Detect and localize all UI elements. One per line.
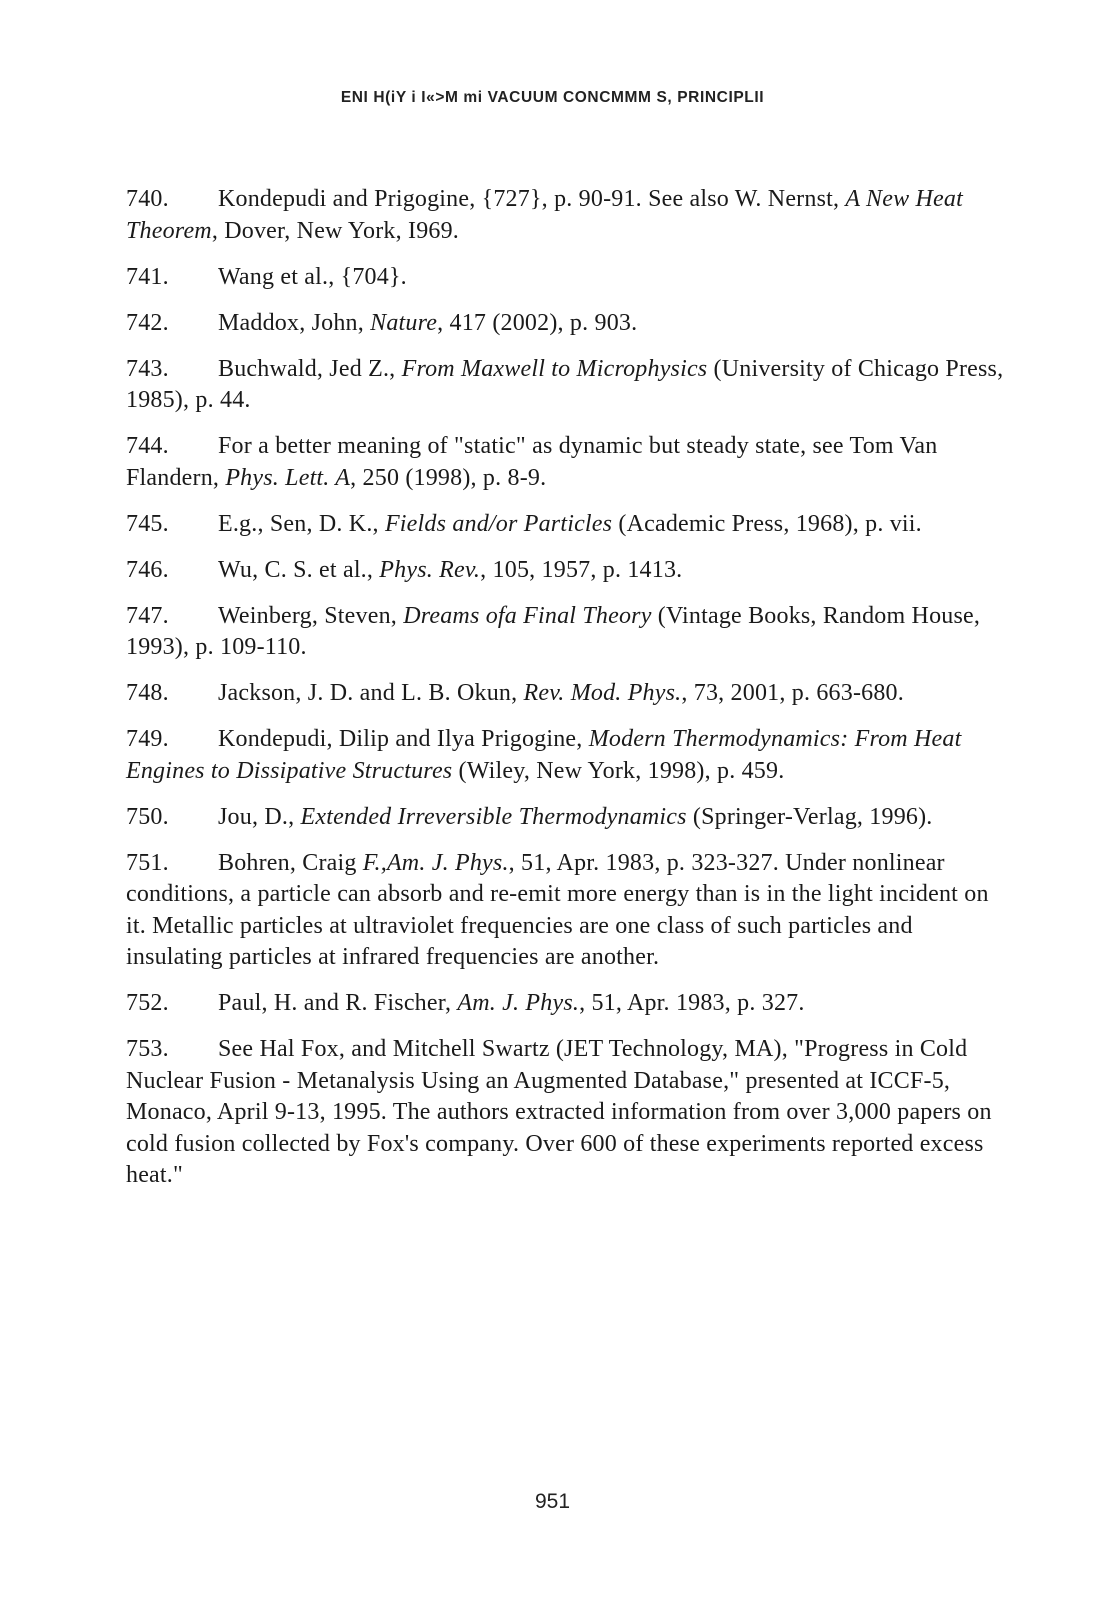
endnote-753 — [126, 1034, 1006, 1192]
endnote-number: 743. — [126, 355, 169, 382]
endnote-746 — [126, 555, 1006, 587]
endnote-text: Weinberg, Steven, — [218, 602, 404, 629]
endnote-italic-text: Rev. Mod. Phys. — [523, 680, 682, 706]
endnote-741 — [126, 262, 1006, 294]
page-number: 951 — [534, 1490, 571, 1513]
endnote-italic-text: Phys. Rev. — [379, 556, 481, 583]
endnote-text: , 51, Apr. 1983, p. 327. — [579, 990, 805, 1016]
endnote-748 — [126, 678, 1006, 710]
endnote-number: 742. — [126, 309, 169, 336]
endnote-text: (Wiley, New York, 1998), p. 459. — [452, 757, 785, 784]
endnote-text: Maddox, John, — [218, 309, 371, 336]
endnote-text: Kondepudi and Prigogine, {727}, p. 90-91. See also W. Nernst, — [218, 186, 846, 212]
endnote-text: E.g., Sen, D. K., — [218, 510, 385, 537]
endnote-number: 750. — [126, 803, 169, 830]
endnote-text: (Academic Press, 1968), p. vii. — [612, 510, 922, 537]
endnote-number: 746. — [126, 556, 169, 583]
endnote-text: , 105, 1957, p. 1413. — [480, 556, 683, 583]
endnote-text: Paul, H. and R. Fischer, — [218, 990, 458, 1016]
endnote-text: , Dover, New York, I969. — [211, 217, 459, 244]
endnote-italic-text: Phys. Lett. A — [225, 464, 351, 491]
endnote-italic-text: F.,Am. J. Phys. — [362, 849, 509, 876]
endnote-743 — [126, 354, 1006, 417]
endnote-number: 749. — [126, 726, 169, 752]
endnote-number: 740. — [126, 186, 169, 212]
endnote-text: Bohren, Craig — [218, 849, 363, 876]
endnote-italic-text: From Maxwell to Microphysics — [401, 355, 708, 382]
running-header: ENI H(iY i I«>M mi VACUUM CONCMMM S, PRINCIPLII — [340, 89, 765, 106]
endnote-750 — [126, 802, 1006, 834]
endnote-752 — [126, 988, 1006, 1020]
endnote-751 — [126, 848, 1006, 974]
endnote-text: (Springer-Verlag, 1996). — [686, 803, 933, 830]
endnote-text: , 250 (1998), p. 8-9. — [350, 464, 547, 491]
endnote-text: Jou, D., — [218, 803, 301, 830]
endnote-italic-text: Extended Irreversible Thermodynamics — [300, 803, 687, 830]
endnote-text: Wu, C. S. et al., — [218, 556, 380, 583]
endnote-text: Kondepudi, Dilip and Ilya Prigogine, — [218, 726, 589, 752]
endnote-text: For a better meaning of "static" as dynamic but steady state, see Tom Van Flandern, — [126, 433, 938, 491]
endnote-number: 751. — [126, 849, 169, 876]
endnote-745 — [126, 509, 1006, 541]
endnote-italic-text: Nature — [370, 309, 438, 336]
endnote-744 — [126, 431, 1006, 494]
endnote-italic-text: Dreams ofa Final Theory — [403, 602, 652, 629]
endnote-number: 752. — [126, 990, 169, 1016]
endnote-number: 748. — [126, 680, 169, 706]
endnotes-list — [126, 184, 1006, 1206]
endnote-747 — [126, 601, 1006, 664]
endnote-italic-text: Fields and/or Particles — [384, 510, 613, 537]
endnote-749 — [126, 724, 1006, 787]
endnote-742 — [126, 308, 1006, 340]
endnote-text: , 417 (2002), p. 903. — [437, 309, 638, 336]
endnote-number: 741. — [126, 263, 169, 290]
endnote-text: Wang et al., {704}. — [218, 263, 407, 290]
endnote-italic-text: Am. J. Phys. — [457, 990, 580, 1016]
endnote-text: See Hal Fox, and Mitchell Swartz (JET Technology, MA), "Progress in Cold Nuclear Fusion - Metanalysis Using an Augmented Database," presented at ICCF-5, Monaco, April 9-13, 1995. The authors extracted information from over 3,000 papers on cold fusion collected by Fox's company. Over 600 of these experiments reported excess heat." — [126, 1036, 992, 1188]
endnote-italic-text: Modern Thermodynamics: From Heat Engines to Dissipative Structures — [126, 726, 962, 784]
endnote-number: 744. — [126, 433, 169, 459]
endnote-text: , 73, 2001, p. 663-680. — [681, 680, 904, 706]
endnote-text: (Vintage Books, Random House, 1993), p. 109-110. — [126, 602, 981, 660]
endnote-italic-text: A New Heat Theorem — [126, 186, 963, 244]
endnote-number: 745. — [126, 510, 169, 537]
endnote-text: (University of Chicago Press, 1985), p. 44. — [126, 355, 1004, 413]
endnote-text: Buchwald, Jed Z., — [218, 355, 402, 382]
endnote-number: 747. — [126, 602, 169, 629]
endnote-number: 753. — [126, 1036, 169, 1062]
endnote-740 — [126, 184, 1006, 247]
endnote-text: Jackson, J. D. and L. B. Okun, — [218, 680, 524, 706]
endnote-text: , 51, Apr. 1983, p. 323-327. Under nonlinear conditions, a particle can absorb and re-emit more energy than is in the light incident on it. Metallic particles at ultraviolet frequencies are one class of such particles and insulating particles at infrared frequencies are another. — [126, 849, 989, 970]
